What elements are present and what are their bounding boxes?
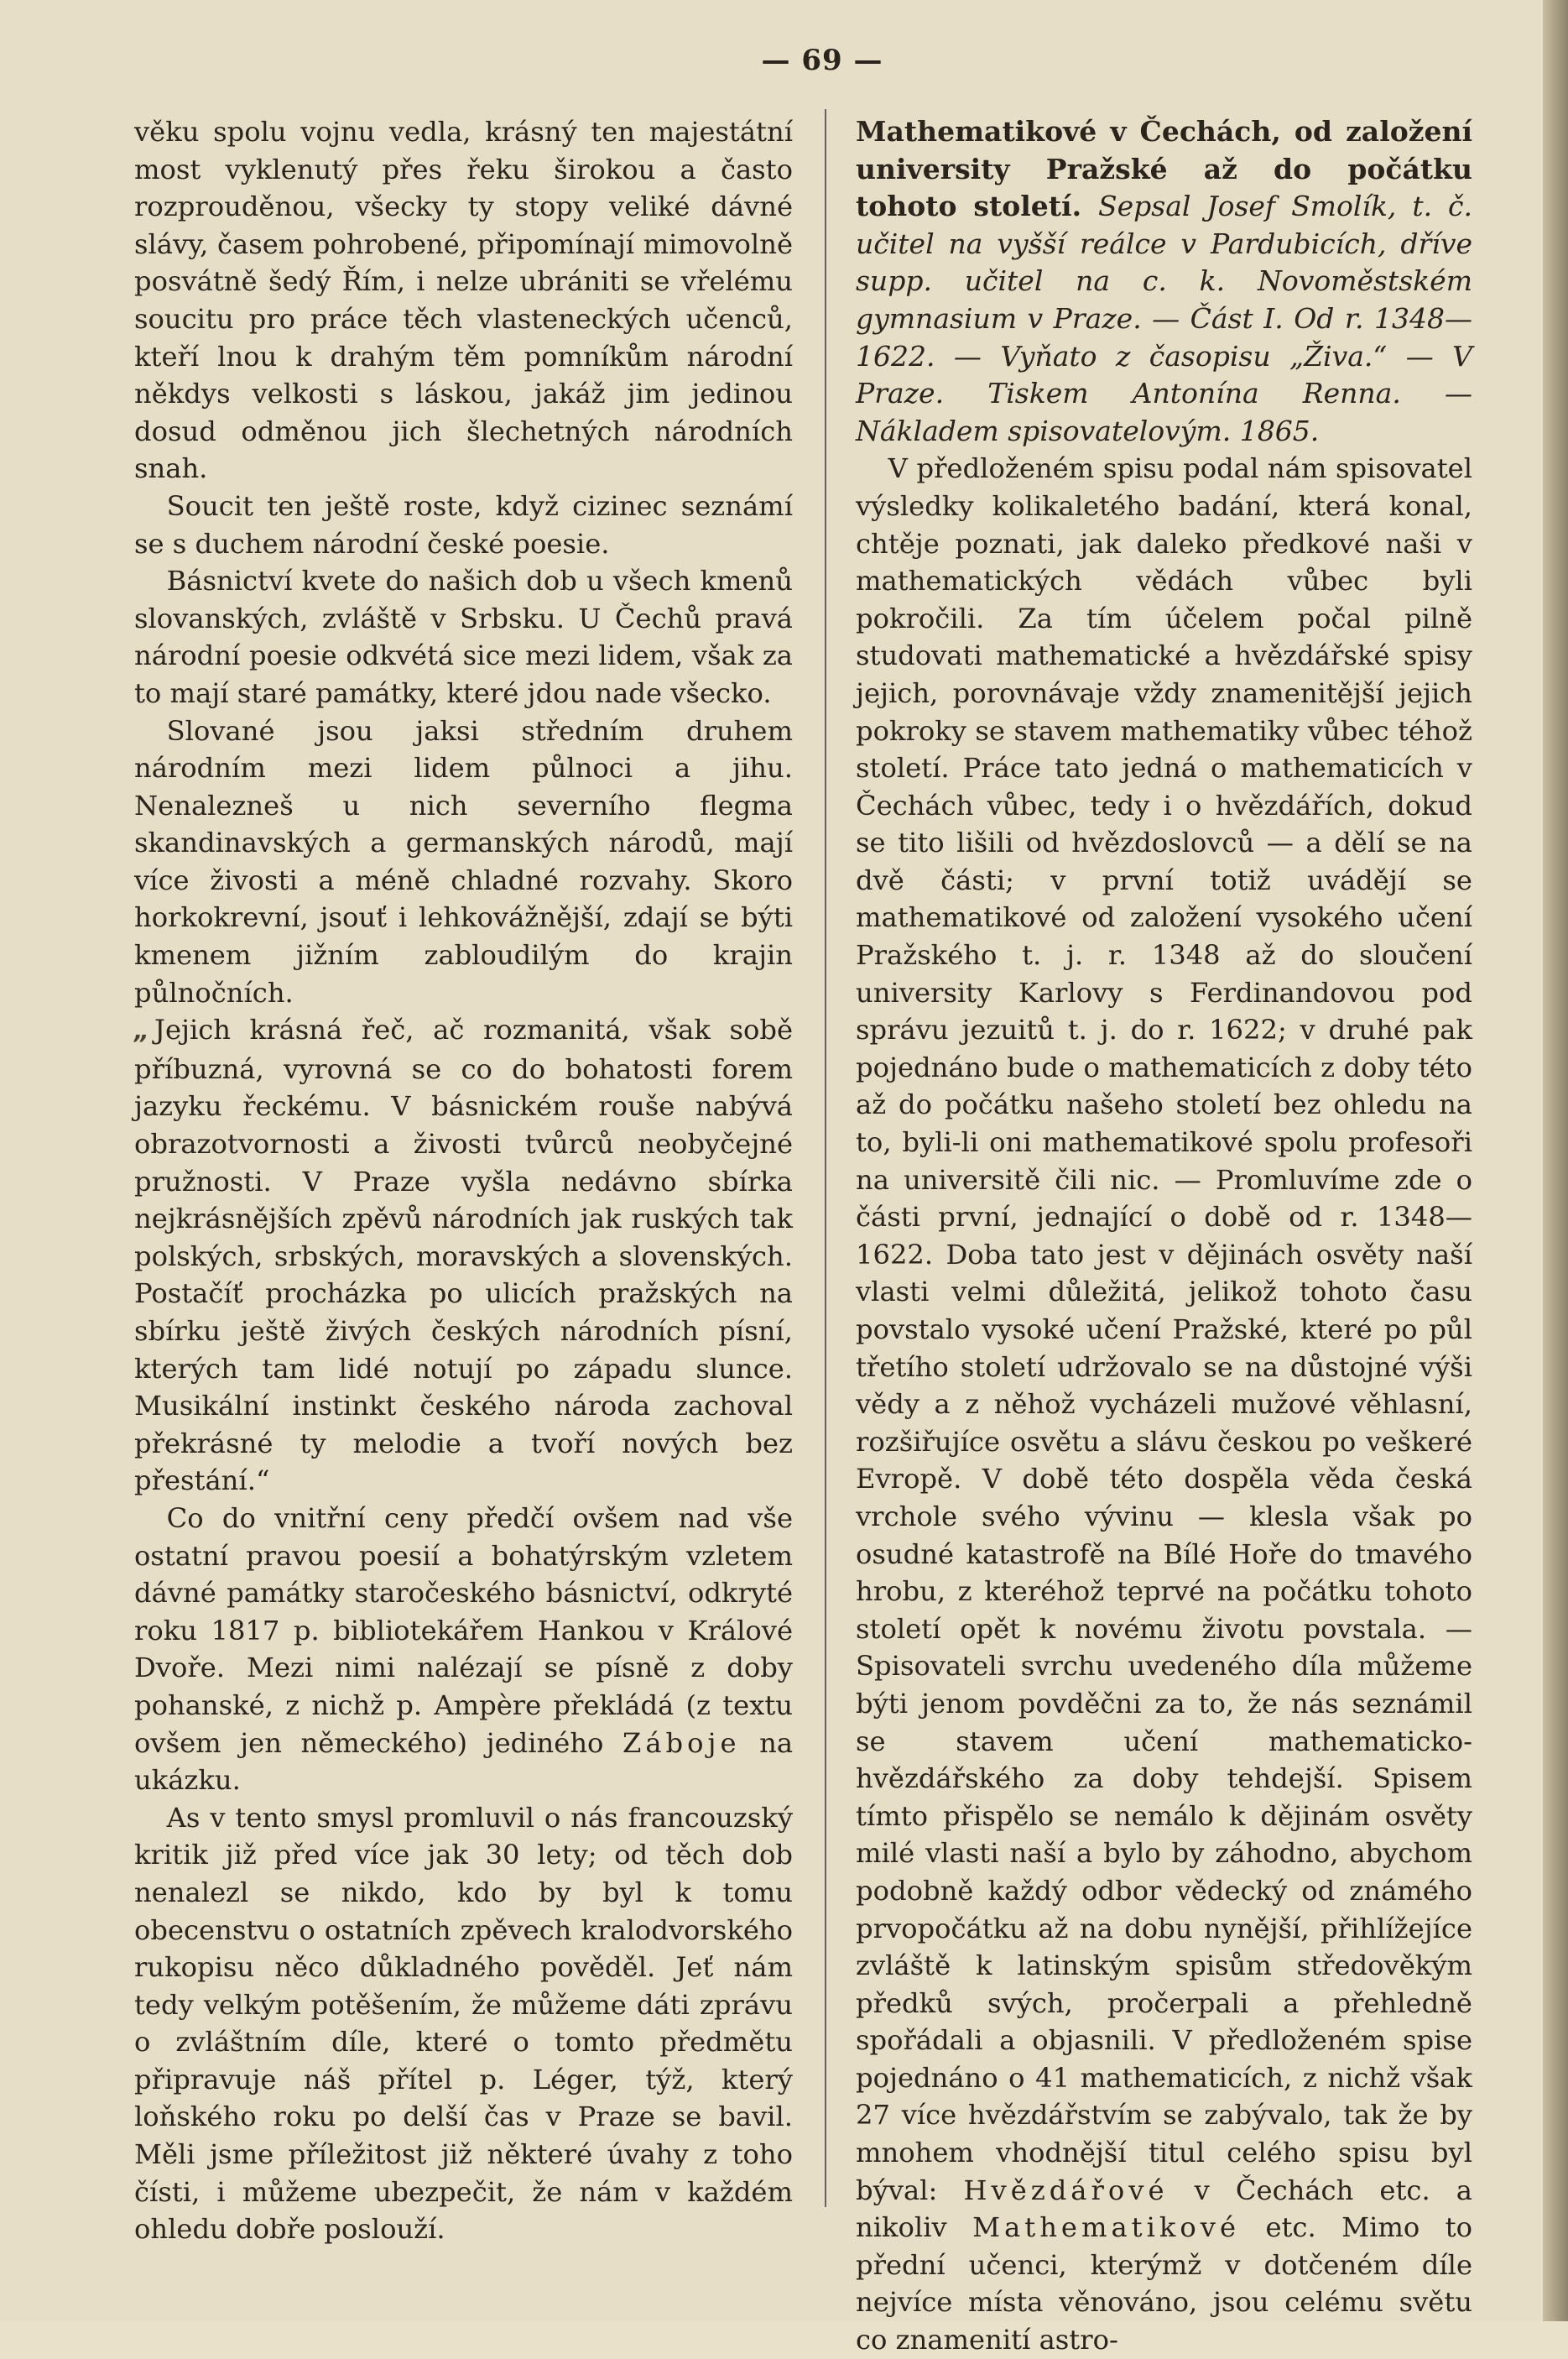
left-column bbox=[134, 113, 793, 2248]
heading-title: Mathematikové v Čechách, od založení university Pražské až do počátku tohoto století. bbox=[856, 115, 1472, 223]
paragraph: Soucit ten ještě roste, když cizinec seznámí se s duchem národní české poesie. bbox=[134, 489, 793, 560]
spaced-name: Záboje bbox=[622, 1726, 741, 1759]
right-column bbox=[856, 113, 1472, 2359]
paragraph: věku spolu vojnu vedla, krásný ten majestátní most vyklenutý přes řeku širokou a často rozprouděnou, všecky ty stopy veliké dávné slávy, časem pohrobené, připomínají mimovolně posvátně šedý Řím, i nelze ubrániti se vřelému soucitu pro práce těch vlasteneckých učenců, kteří lnou k drahým těm pomníkům národní někdys velkosti s láskou, jakáž jim jedinou dosud odměnou jich šlechetných národních snah. bbox=[134, 116, 793, 485]
paragraph-text: na ukázku. bbox=[134, 1726, 794, 1797]
paragraph: Slované jsou jaksi středním druhem národním mezi lidem půlnoci a jihu. Nenalezneš u nich severního flegma skandinavských a germanských národů, mají více živosti a méně chladné rozvahy. Skoro horkokrevní, jsouť i lehkovážnější, zdají se býti kmenem jižním zabloudilým do krajin půlnočních. bbox=[134, 714, 793, 1009]
review-heading bbox=[856, 113, 1472, 450]
column-divider bbox=[825, 109, 826, 2207]
spaced-word: Mathematikové bbox=[972, 2211, 1241, 2244]
paragraph-text: etc. Mimo to přední učenci, kterýmž v dotčeném díle nejvíce místa věnováno, jsou celému světu co znamenití astro- bbox=[856, 2211, 1472, 2356]
paragraph: As v tento smysl promluvil o nás francouzský kritik již před více jak 30 lety; od těch dob nenalezl se nikdo, kdo by byl k tomu obecenstvu o ostatních zpěvech kralodvorského rukopisu něco důkladného pověděl. Jeť nám tedy velkým potěšením, že můžeme dáti zprávu o zvláštním díle, které o tomto předmětu připravuje náš přítel p. Léger, týž, který loňského roku po delší čas v Praze se bavil. Měli jsme příležitost již některé úvahy z toho čísti, i můžeme ubezpečit, že nám v každém ohledu dobře poslouží. bbox=[134, 1801, 793, 2246]
paragraph bbox=[134, 1500, 793, 1799]
paragraph-text: Co do vnitřní ceny předčí ovšem nad vše ostatní pravou poesií a bohatýrským vzletem dávné památky staročeského básnictví, odkryté roku 1817 p. bibliotekářem Hankou v Králové Dvoře. Mezi nimi nalézají se písně z doby pohanské, z nichž p. Ampère překládá (z textu ovšem jen německého) jediného bbox=[134, 1501, 793, 1759]
paragraph: Básnictví kvete do našich dob u všech kmenů slovanských, zvláště v Srbsku. U Čechů pravá národní poesie odkvétá sice mezi lidem, však za to mají staré památky, které jdou nade všecko. bbox=[134, 565, 793, 709]
pencil-mark: „ bbox=[134, 1017, 150, 1046]
paragraph bbox=[856, 450, 1472, 2358]
page-number: — 69 — bbox=[761, 44, 883, 77]
spaced-word: Hvězdářové bbox=[963, 2174, 1169, 2206]
paragraph-text: Jejich krásná řeč, ač rozmanitá, však sobě příbuzná, vyrovná se co do bohatosti forem jazyku řeckému. V básnickém rouše nabývá obrazotvornosti a živosti tvůrců neobyčejné pružnosti. V Praze vyšla nedávno sbírka nejkrásnějších zpěvů národních jak ruských tak polských, srbských, moravských a slovenských. Postačíť procházka po ulicích pražských na sbírku ještě živých českých národních písní, kterých tam lidé notují po západu slunce. Musikální instinkt českého národa zachoval překrásné ty melodie a tvoří nových bez přestání.“ bbox=[134, 1014, 793, 1497]
paragraph bbox=[134, 1011, 793, 1500]
paragraph-text: V předloženém spisu podal nám spisovatel výsledky kolikaletého badání, která konal, chtěje poznati, jak daleko předkové naši v mathematických vědách vůbec byli pokročili. Za tím účelem počal pilně studovati mathematické a hvězdářské spisy jejich, porovnávaje vždy znamenitější jejich pokroky se stavem mathematiky vůbec téhož století. Práce tato jedná o mathematicích v Čechách vůbec, tedy i o hvězdářích, dokud se tito lišili od hvězdoslovců — a dělí se na dvě části; v první totiž uvádějí se mathematikové od založení vysokého učení Pražského t. j. r. 1348 až do sloučení university Karlovy s Ferdinandovou pod správu jezuitů t. j. do r. 1622; v druhé pak pojednáno bude o mathematicích z doby této až do počátku našeho století bez ohledu na to, byli-li oni mathematikové spolu profesoři na universitě čili nic. — Promluvíme zde o části první, jednající o době od r. 1348—1622. Doba tato jest v dějinách osvěty naší vlasti velmi důležitá, jelikož tohoto času povstalo vysoké učení Pražské, které po půl třetího století udržovalo se na důstojné výši vědy a z něhož vycházeli mužové věhlasní, rozšiřujíce osvětu a slávu českou po veškeré Evropě. V době této dospěla věda česká vrchole svého vývinu — klesla však po osudné katastrofě na Bílé Hoře do tmavého hrobu, z kteréhož teprvé na počátku tohoto století opět k novému životu povstala. — Spisovateli svrchu uvedeného díla můžeme býti jenom povděčni za to, že nás seznámil se stavem učení mathematicko-hvězdářského za doby tehdejší. Spisem tímto přispělo se nemálo k dějinám osvěty milé vlasti naší a bylo by záhodno, abychom podobně každý odbor vědecký od známého prvopočátku až na dobu nynější, přihlížejíce zvláště k latinským spisům středověkým předků svých, pročerpali a přehledně spořádali a objasnili. V předloženém spise pojednáno o 41 mathematicích, z nichž však 27 více hvězdářstvím se zabývalo, tak že by mnohem vhodnější titul celého spisu byl býval: bbox=[856, 452, 1472, 2206]
page-edge bbox=[1543, 0, 1568, 2321]
paragraph-text: v Čechách etc. a nikoliv bbox=[856, 2174, 1472, 2244]
heading-details: Sepsal Josef Smolík, t. č. učitel na vyšší reálce v Pardubicích, dříve supp. učitel na c. k. Novoměstském gymnasium v Praze. — Část I. Od r. 1348—1622. — Vyňato z časopisu „Živa.“ — V Praze. Tiskem Antonína Renna. — Nákladem spisovatelovým. 1865. bbox=[856, 190, 1472, 447]
